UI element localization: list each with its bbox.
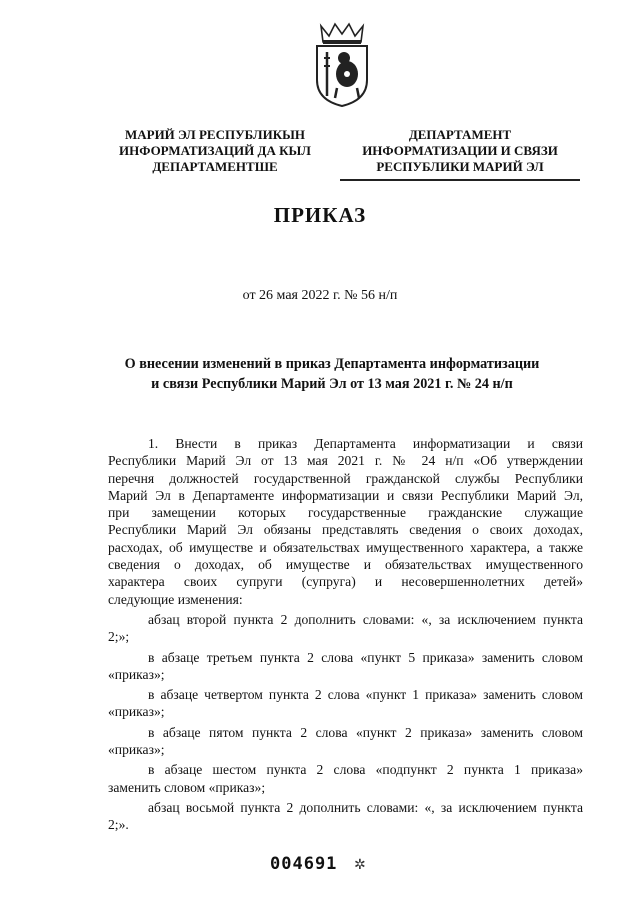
body-line: «приказ»;: [108, 666, 165, 682]
body-line: «приказ»;: [108, 704, 165, 720]
header-left-line: МАРИЙ ЭЛ РЕСПУБЛИКЫН: [124, 127, 306, 142]
subject-line: О внесении изменений в приказ Департамента информатизации: [124, 356, 540, 372]
body-line: Республики Марий Эл от 13 мая 2021 г. № 24 н/п «Об утверждении: [108, 453, 583, 469]
body-line: абзац восьмой пункта 2 дополнить словами: «, за исключением пункта: [148, 799, 583, 815]
body-line: расходах, об имуществе и обязательствах имущественного характера, а также: [108, 539, 583, 555]
document-subject: [80, 354, 584, 394]
body-line: характера своих супруги (супруга) и несовершеннолетних детей»: [108, 574, 583, 590]
body-line: в абзаце третьем пункта 2 слова «пункт 5 приказа» заменить словом: [148, 649, 583, 665]
body-line: абзац второй пункта 2 дополнить словами: «, за исключением пункта: [148, 611, 583, 627]
body-line: следующие изменения:: [108, 591, 243, 607]
body-line: «приказ»;: [108, 742, 165, 758]
header-rule: [340, 179, 580, 181]
header-left-line: ИНФОРМАТИЗАЦИЙ ДА КЫЛ: [119, 143, 311, 158]
coat-of-arms-icon: [311, 22, 373, 108]
header-left-name: [95, 127, 335, 175]
document-title: ПРИКАЗ: [273, 203, 367, 227]
header-right-line: ДЕПАРТАМЕНТ: [408, 127, 512, 142]
header-left-line: ДЕПАРТАМЕНТШЕ: [152, 159, 278, 174]
header-right-line: РЕСПУБЛИКИ МАРИЙ ЭЛ: [376, 159, 544, 174]
body-line: в абзаце пятом пункта 2 слова «пункт 2 приказа» заменить словом: [148, 724, 583, 740]
body-line: Республики Марий Эл обязаны представлять сведения о своих доходах,: [108, 522, 583, 538]
body-line: 1. Внести в приказ Департамента информатизации и связи: [148, 436, 583, 451]
body-line: в абзаце четвертом пункта 2 слова «пункт 1 приказа» заменить словом: [148, 687, 583, 703]
body-line: сведения о доходах, об имуществе и обязательствах имущественного: [108, 557, 583, 573]
body-line: в абзаце шестом пункта 2 слова «подпункт 2 пункта 1 приказа»: [148, 762, 583, 778]
form-serial-number: 004691: [270, 854, 338, 874]
body-line: заменить словом «приказ»;: [108, 779, 266, 795]
body-line: 2;».: [108, 817, 129, 833]
asterisk-mark-icon: ✲: [354, 858, 366, 873]
body-line: 2;»;: [108, 629, 130, 645]
body-line: при замещении которых государственные гражданские служащие: [108, 505, 583, 521]
header-right-line: ИНФОРМАТИЗАЦИИ И СВЯЗИ: [362, 143, 558, 158]
body-line: Марий Эл в Департаменте информатизации и связи Республики Марий Эл,: [108, 487, 583, 503]
body-line: перечня должностей государственной гражданской службы Республики: [108, 470, 583, 486]
header-right-name: [340, 127, 580, 175]
document-body: [108, 435, 583, 834]
subject-line: и связи Республики Марий Эл от 13 мая 2021 г. № 24 н/п: [151, 376, 513, 392]
document-date-number: от 26 мая 2022 г. № 56 н/п: [242, 288, 398, 303]
